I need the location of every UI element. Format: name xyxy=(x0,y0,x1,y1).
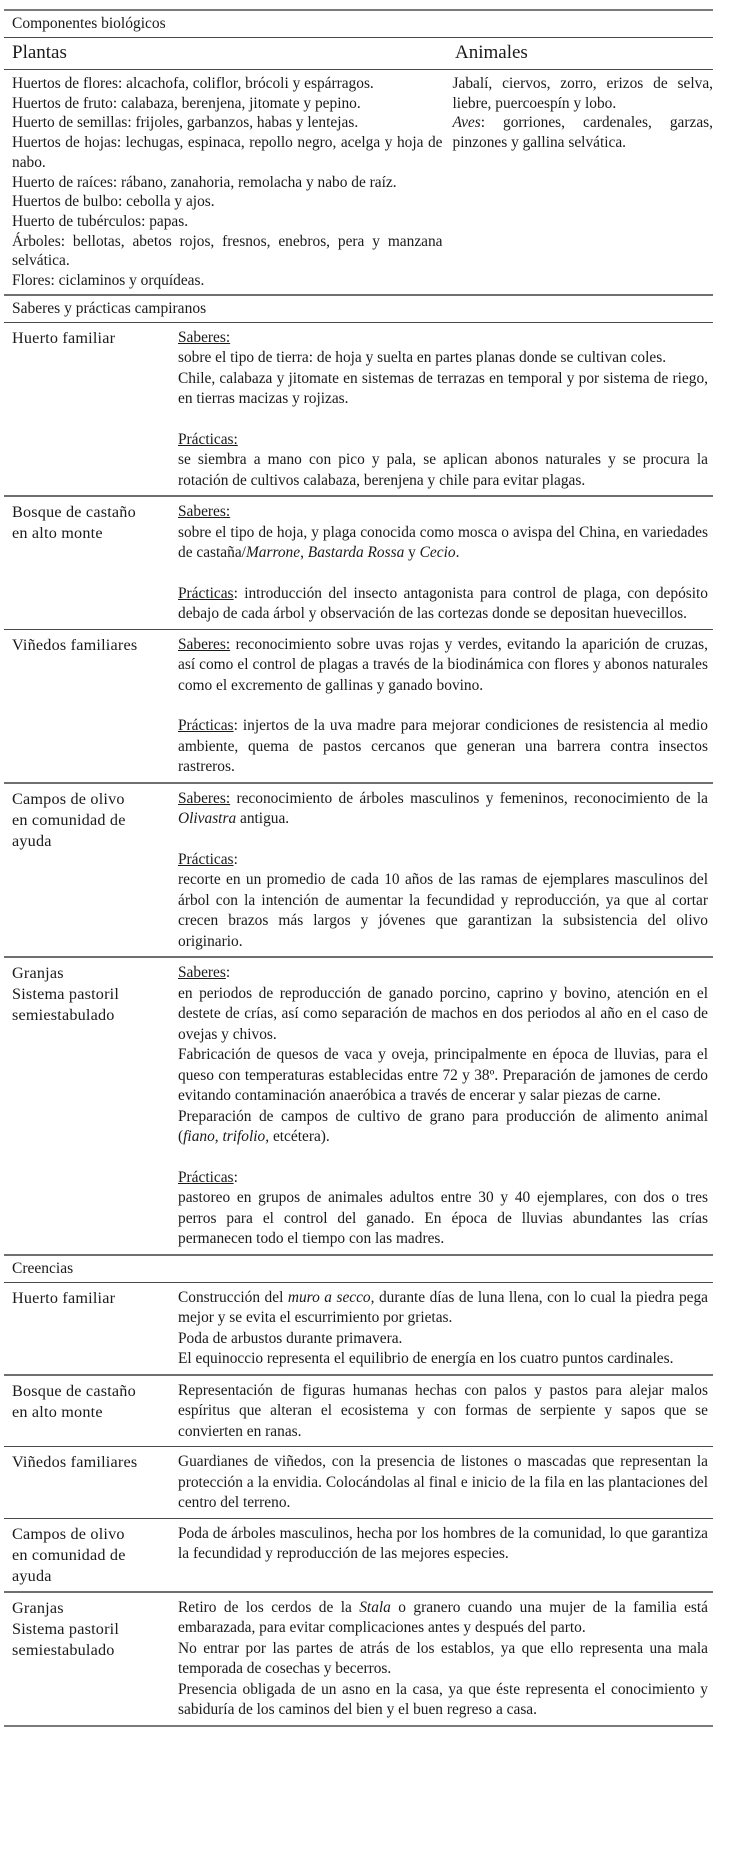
row-label-line: Bosque de castaño xyxy=(12,1381,136,1400)
creencias-row-granjas xyxy=(4,1593,713,1725)
column-header-plantas: Plantas xyxy=(12,42,67,63)
section-title-creencias: Creencias xyxy=(12,1259,74,1277)
creencia-text: Poda de árboles masculinos, hecha por los hombres de la comunidad, lo que garantiza la fecundidad y reproducción de las mejores especies. xyxy=(178,1524,708,1563)
row-label-line: Campos de olivo xyxy=(12,789,125,808)
animales-mamiferos: Jabalí, ciervos, zorro, erizos de selva, liebre, puercoespín y lobo. xyxy=(452,75,713,112)
creencias-row-huerto xyxy=(4,1283,713,1374)
creencia-text: No entrar por las partes de atrás de los establos, ya que ello representa una mala temporada de cosechas y becerros. xyxy=(178,1639,708,1678)
row-label-line: Huerto familiar xyxy=(12,1288,116,1307)
saberes-label: Saberes: xyxy=(178,789,231,807)
creencias-row-vinedos xyxy=(4,1447,713,1518)
creencias-row-bosque xyxy=(4,1376,713,1447)
practicas-text: se siembra a mano con pico y pala, se aplican abonos naturales y se procura la rotación de cultivos calabaza, berenjena y chile para evitar plagas. xyxy=(178,451,708,489)
row-content xyxy=(178,1381,708,1443)
saberes-text: en periodos de reproducción de ganado porcino, caprino y bovino, atención en el destete de crías, así como separación de machos en dos periodos al año en el caso de ovejas y chivos. xyxy=(178,984,708,1043)
row-content xyxy=(178,328,708,492)
row-label-line: en comunidad de xyxy=(12,810,126,829)
row-label xyxy=(4,1452,178,1514)
creencia-text: Construcción del muro a secco, durante días de luna llena, con lo cual la piedra pega mejor y se evita el escurrimiento por grietas. xyxy=(178,1288,708,1327)
plantas-item: Flores: ciclaminos y orquídeas. xyxy=(12,272,205,290)
creencias-row-olivo xyxy=(4,1519,713,1591)
practicas-label: Prácticas xyxy=(178,1168,234,1186)
row-label xyxy=(4,1381,178,1443)
animales-aves xyxy=(453,113,713,152)
row-content xyxy=(178,502,708,625)
components-table xyxy=(4,9,713,1727)
row-label xyxy=(4,328,178,492)
row-label xyxy=(4,963,178,1250)
section-title-saberes: Saberes y prácticas campiranos xyxy=(12,299,207,317)
plantas-item: Huertos de flores: alcachofa, coliflor, brócoli y espárragos. xyxy=(12,75,374,92)
row-content xyxy=(178,1452,708,1514)
biologicos-row xyxy=(4,70,713,294)
creencia-text: Representación de figuras humanas hechas con palos y pastos para alejar malos espíritus que alteran el ecosistema y con formas de serpiente y sapos que se convierten en ranas. xyxy=(178,1381,708,1440)
saberes-label: Saberes: xyxy=(178,635,231,653)
row-label-line: en alto monte xyxy=(12,524,103,543)
aves-label: Aves xyxy=(452,114,481,132)
creencia-text: El equinoccio representa el equilibrio de energía en los cuatro puntos cardinales. xyxy=(178,1350,674,1368)
row-label-line: Sistema pastoril xyxy=(12,985,120,1004)
saberes-text: Preparación de campos de cultivo de grano para producción de alimento animal (fiano, trifolio, etcétera). xyxy=(178,1107,708,1146)
practicas-label: Prácticas: xyxy=(178,430,238,448)
plantas-item: Huertos de bulbo: cebolla y ajos. xyxy=(12,193,215,211)
saberes-text: Chile, calabaza y jitomate en sistemas de terrazas en temporal y por sistema de riego, en tierras macizas y rojizas. xyxy=(178,369,708,408)
plantas-item: Huerto de tubérculos: papas. xyxy=(12,212,189,230)
row-label-line: Viñedos familiares xyxy=(12,1453,138,1472)
practicas-label: Prácticas xyxy=(178,584,234,602)
row-label-line: Viñedos familiares xyxy=(12,635,138,654)
animales-list xyxy=(453,74,713,291)
practicas-text: Prácticas: injertos de la uva madre para mejorar condiciones de resistencia al medio ambiente, quema de pastos cercanos que generan una barrera contra insectos rastreros. xyxy=(178,717,708,776)
creencia-text: Poda de arbustos durante primavera. xyxy=(178,1329,403,1347)
saberes-label: Saberes xyxy=(178,964,226,982)
row-label xyxy=(4,1288,178,1370)
plantas-item: Huerto de raíces: rábano, zanahoria, remolacha y nabo de raíz. xyxy=(12,173,397,191)
practicas-label: Prácticas xyxy=(178,717,234,735)
row-label-line: Sistema pastoril xyxy=(12,1619,120,1638)
section-title-biologicos: Componentes biológicos xyxy=(12,15,166,32)
creencia-text: Retiro de los cerdos de la Stala o granero cuando una mujer de la familia está embarazada, para evitar complicaciones antes y después del parto. xyxy=(178,1598,708,1637)
row-label xyxy=(4,502,178,625)
aves-text: : gorriones, cardenales, garzas, pinzones y gallina selvática. xyxy=(452,114,713,152)
practicas-text: pastoreo en grupos de animales adultos entre 30 y 40 ejemplares, con dos o tres perros para el control del ganado. En época de lluvias abundantes las crías permanecen todo el tiempo con las madres. xyxy=(178,1189,708,1248)
practicas-label: Prácticas xyxy=(178,850,234,868)
row-label-line: Huerto familiar xyxy=(12,328,116,347)
row-content: Saberes: reconocimiento de árboles masculinos y femeninos, reconocimiento de la Olivastra antigua. Prácticas: recorte en un promedio de cada 10 años de las ramas de ejemplares masculinos del árbol con la intención de aumentar la fecundidad y reproducción, ya que al cortar crecen brazos más largos y jóvenes que garantizan la subsistencia del olivo originario. xyxy=(178,789,708,953)
row-label-line: ayuda xyxy=(12,831,52,850)
saberes-row-bosque xyxy=(4,497,713,629)
plantas-item: Árboles: bellotas, abetos rojos, fresnos, enebros, pera y manzana selvática. xyxy=(12,232,443,270)
row-label-line: Campos de olivo xyxy=(12,1524,125,1543)
row-content xyxy=(178,1524,708,1587)
row-label-line: Bosque de castaño xyxy=(12,503,136,522)
creencia-text: Guardianes de viñedos, con la presencia de listones o mascadas que representan la protección a la envidia. Colocándolas al final e inicio de la fila en las plantaciones del centro del terreno. xyxy=(178,1453,708,1512)
row-content: Saberes: en periodos de reproducción de ganado porcino, caprino y bovino, atención en el destete de crías, así como separación de machos en dos periodos al año en el caso de ovejas y chivos. Fabricación de quesos de vaca y oveja, principalmente en época de lluvias, para el queso con temperaturas establecidas entre 72 y 38º. Preparación de jamones de cerdo evitando contaminación anaeróbica a través de encerar y salar piezas de carne. Preparación de campos de cultivo de grano para producción de alimento animal (fiano, trifolio, etcétera). Prácticas: pastoreo en grupos de animales adultos entre 30 y 40 ejemplares, con dos o tres perros para el control del ganado. En época de lluvias abundantes las crías permanecen todo el tiempo con las madres. xyxy=(178,963,708,1250)
plantas-item: Huertos de fruto: calabaza, berenjena, jitomate y pepino. xyxy=(12,94,361,112)
row-content xyxy=(178,1288,708,1370)
table-bottom-rule xyxy=(4,1725,713,1727)
creencia-text: Presencia obligada de un asno en la casa, ya que éste representa el conocimiento y sabiduría de los caminos del bien y el buen regreso a casa. xyxy=(178,1680,708,1719)
row-content xyxy=(178,635,708,778)
saberes-text: sobre el tipo de tierra: de hoja y suelta en partes planas donde se cultivan coles. xyxy=(178,349,667,367)
plantas-item: Huerto de semillas: frijoles, garbanzos, habas y lentejas. xyxy=(12,114,359,132)
saberes-text: Saberes: reconocimiento sobre uvas rojas y verdes, evitando la aparición de cruzas, así como el control de plagas a través de la biodinámica con flores y abonos naturales como el excremento de gallinas y ganado bovino. xyxy=(178,635,708,694)
practicas-text: recorte en un promedio de cada 10 años de las ramas de ejemplares masculinos del árbol con la intención de aumentar la fecundidad y reproducción, ya que al cortar crecen brazos más largos y jóvenes que garantizan la subsistencia del olivo originario. xyxy=(178,871,708,950)
row-label-line: semiestabulado xyxy=(12,1006,115,1025)
saberes-text: Fabricación de quesos de vaca y oveja, principalmente en época de lluvias, para el queso con temperaturas establecidas entre 72 y 38º. Preparación de jamones de cerdo evitando contaminación anaeróbica a través de encerar y salar piezas de carne. xyxy=(178,1046,708,1105)
row-content xyxy=(178,1598,708,1721)
row-label-line: ayuda xyxy=(12,1566,52,1585)
plantas-item: Huertos de hojas: lechugas, espinaca, repollo negro, acelga y hoja de nabo. xyxy=(12,134,443,171)
row-label-line: en comunidad de xyxy=(12,1545,126,1564)
practicas-text: Prácticas: introducción del insecto antagonista para control de plaga, con depósito debajo de cada árbol y observación de las cortezas donde se depositan huevecillos. xyxy=(178,584,708,623)
column-header-animales: Animales xyxy=(455,42,528,63)
row-label-line: en alto monte xyxy=(12,1402,103,1421)
column-headers xyxy=(4,38,713,69)
row-label xyxy=(4,1524,178,1587)
row-label-line: Granjas xyxy=(12,964,64,983)
saberes-row-granjas xyxy=(4,958,713,1254)
saberes-label: Saberes: xyxy=(178,328,231,346)
saberes-row-vinedos xyxy=(4,630,713,782)
row-label xyxy=(4,789,178,953)
saberes-row-olivo xyxy=(4,784,713,957)
row-label xyxy=(4,1598,178,1721)
row-label xyxy=(4,635,178,778)
row-label-line: Granjas xyxy=(12,1598,64,1617)
saberes-label: Saberes: xyxy=(178,503,231,521)
saberes-text: sobre el tipo de hoja, y plaga conocida como mosca o avispa del China, en variedades de castaña/Marrone, Bastarda Rossa y Cecio. xyxy=(178,523,708,562)
saberes-row-huerto xyxy=(4,323,713,496)
row-label-line: semiestabulado xyxy=(12,1640,115,1659)
saberes-text: Saberes: reconocimiento de árboles masculinos y femeninos, reconocimiento de la Olivastra antigua. xyxy=(178,789,708,828)
plantas-list xyxy=(12,74,443,291)
